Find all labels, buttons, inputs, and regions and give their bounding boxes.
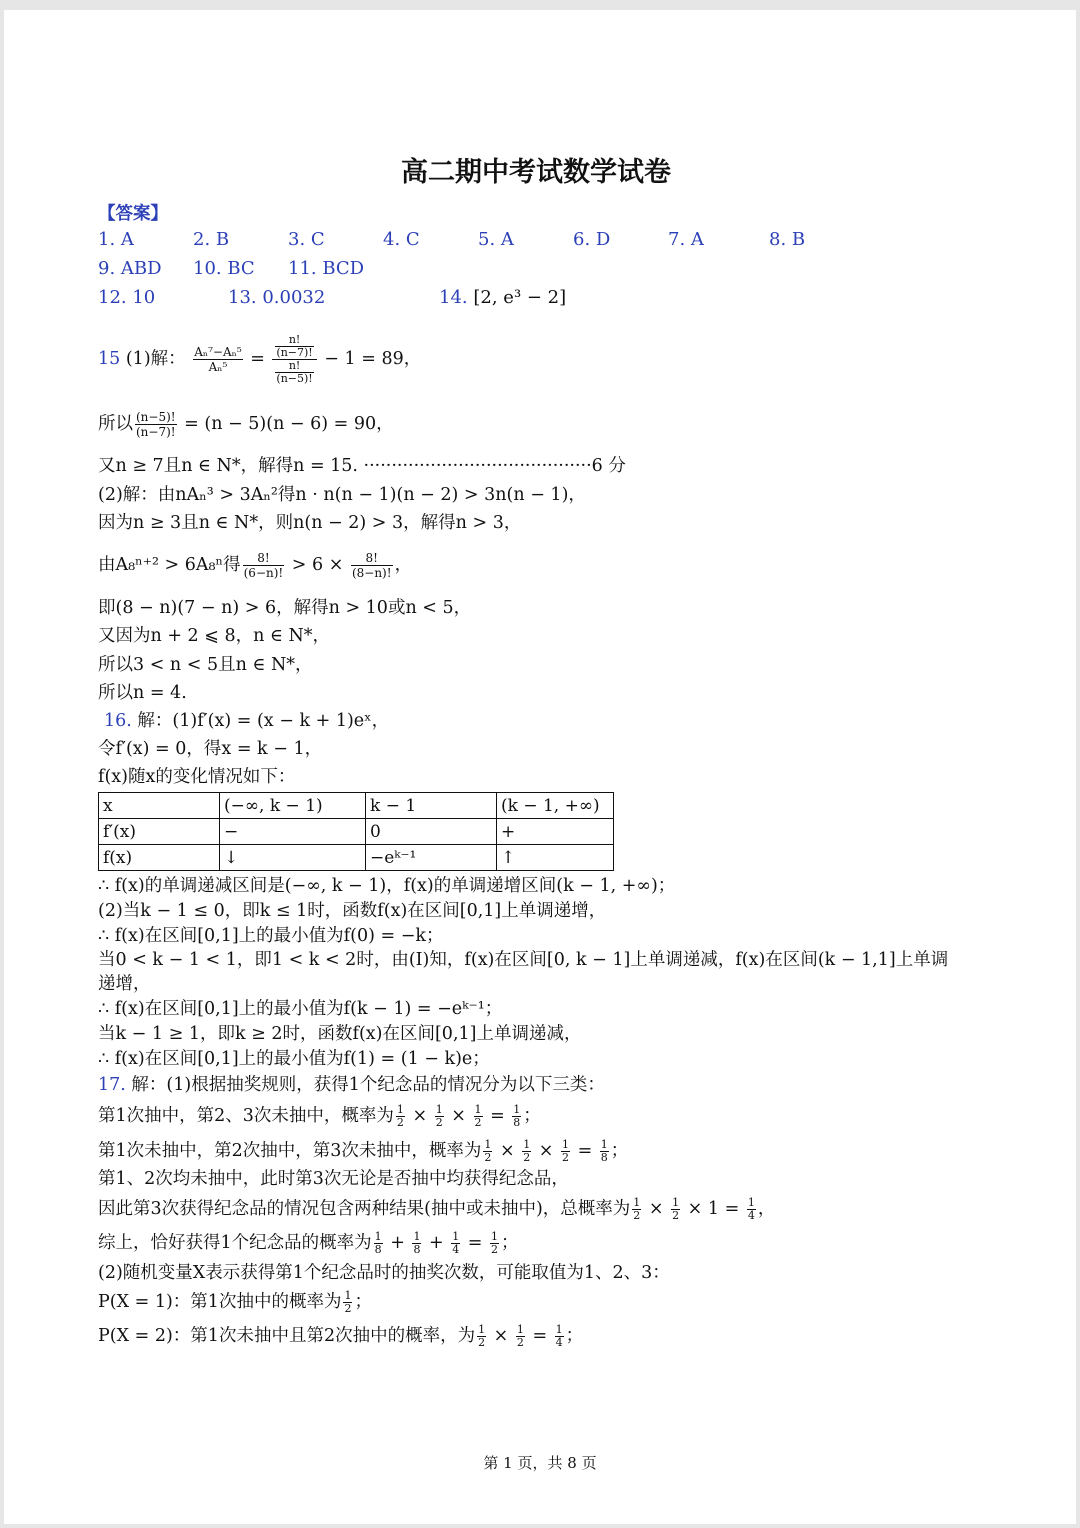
answers-header: 【答案】 [98, 204, 168, 224]
answer-9: 9. ABD [98, 258, 162, 279]
q15-fraction-c: $\frac{(n-5)!}{(n-7)!}$ [136, 410, 176, 439]
answer-4: 4. C [383, 229, 420, 250]
answer-14: 14. [2, e³ − 2] [439, 287, 567, 308]
q15-line-8: 又因为n + 2 ⩽ 8，n ∈ N*， [98, 626, 331, 646]
q15-line-7: 即(8 − n)(7 − n) > 6，解得n > 10或n < 5， [98, 598, 472, 618]
table-cell: ↓ [220, 845, 366, 871]
page-title: 高二期中考试数学试卷 [401, 157, 671, 188]
table-cell: + [497, 819, 614, 845]
q16-line-1: 16. 解：(1)f′(x) = (x − k + 1)eˣ， [104, 711, 390, 731]
q17-line-1: 17. 解：(1)根据抽奖规则，获得1个纪念品的情况分为以下三类： [98, 1075, 605, 1095]
answer-13: 13. 0.0032 [228, 287, 326, 308]
q15-line-3: 又n ≥ 7且n ∈ N*，解得n = 15. ·········································6 分 [98, 456, 626, 476]
table-cell: − [220, 819, 366, 845]
answer-5: 5. A [478, 229, 514, 250]
q16-line-7: 当0 < k − 1 < 1，即1 < k < 2时，由(I)知，f(x)在区间[0, k − 1]上单调递减，f(x)在区间(k − 1,1]上单调 [98, 950, 949, 970]
table-cell: f(x) [99, 845, 220, 871]
q16-line-6: ∴ f(x)在区间[0,1]上的最小值为f(0) = −k； [98, 926, 444, 946]
variation-table [98, 792, 614, 871]
q16-label: 16. [104, 711, 132, 731]
q15-fraction-d: $\frac{8!}{(6-n)!}$ [243, 551, 284, 580]
q17-line-7: (2)随机变量X表示获得第1个纪念品时的抽奖次数，可能取值为1、2、3： [98, 1263, 670, 1283]
q16-line-3: f(x)随x的变化情况如下： [98, 767, 296, 787]
q15-line-6: 由A₈ⁿ⁺² > 6A₈ⁿ得 $\frac{8!}{(6-n)!}$ > 6 × $\frac{8!}{(8-n)!}$ ， [98, 551, 413, 580]
q15-line-2: 所以 $\frac{(n-5)!}{(n-7)!}$ = (n − 5)(n − 6) = 90， [98, 410, 394, 439]
q15-fraction-e: $\frac{8!}{(8-n)!}$ [351, 551, 392, 580]
q15-line-9: 所以3 < n < 5且n ∈ N*， [98, 655, 313, 675]
q17-line-3: 第1次未抽中，第2次抽中，第3次未抽中，概率为 $\frac{1}{2}$ × $\frac{1}{2}$ × $\frac{1}{2}$ = $\frac{1}{8}$ ； [98, 1138, 629, 1164]
answer-12: 12. 10 [98, 287, 156, 308]
q15-line-5: 因为n ≥ 3且n ∈ N*，则n(n − 2) > 3，解得n > 3， [98, 513, 522, 533]
q15-line-10: 所以n = 4. [98, 683, 187, 703]
q16-line-10: 当k − 1 ≥ 1，即k ≥ 2时，函数f(x)在区间[0,1]上单调递减， [98, 1024, 582, 1044]
page-footer: 第 1 页，共 8 页 [483, 1454, 597, 1472]
q17-line-4: 第1、2次均未抽中，此时第3次无论是否抽中均获得纪念品， [98, 1169, 569, 1189]
table-cell: k − 1 [366, 793, 497, 819]
answer-14-value: [2, e³ − 2] [473, 287, 567, 308]
table-cell: f′(x) [99, 819, 220, 845]
table-cell: 0 [366, 819, 497, 845]
q15-fraction-b: $\frac{\frac{n!}{(n-7)!}}{\frac{n!}{(n-5)!}}$ [272, 334, 316, 385]
table-cell: (−∞, k − 1) [220, 793, 366, 819]
q17-line-5: 因此第3次获得纪念品的情况包含两种结果(抽中或未抽中)，总概率为 $\frac{1}{2}$ × $\frac{1}{2}$ × 1 = $\frac{1}{4}$ ， [98, 1196, 776, 1222]
table-cell: −eᵏ⁻¹ [366, 845, 497, 871]
q17-line-9: P(X = 2)：第1次未抽中且第2次抽中的概率，为 $\frac{1}{2}$ × $\frac{1}{2}$ = $\frac{1}{4}$ ； [98, 1323, 584, 1349]
q15-line-1: 15 (1)解： $\frac{\text{Aₙ⁷−Aₙ⁵}}{\text{Aₙ⁵}}$ = $\frac{\frac{n!}{(n-7)!}}{\frac{n!}{(n-5)!}}$ − 1 = 89， [98, 333, 422, 385]
q17-label: 17. [98, 1075, 126, 1095]
q17-line-8: P(X = 1)：第1次抽中的概率为 $\frac{1}{2}$ ； [98, 1289, 372, 1315]
answer-7: 7. A [668, 229, 704, 250]
q15-label: 15 [98, 349, 121, 369]
q16-line-9: ∴ f(x)在区间[0,1]上的最小值为f(k − 1) = −eᵏ⁻¹； [98, 999, 503, 1019]
table-cell: ↑ [497, 845, 614, 871]
table-cell: x [99, 793, 220, 819]
q16-line-4: ∴ f(x)的单调递减区间是(−∞, k − 1)，f(x)的单调递增区间(k − 1, +∞)； [98, 876, 676, 896]
q16-line-2: 令f′(x) = 0，得x = k − 1， [98, 739, 323, 759]
answer-11: 11. BCD [288, 258, 365, 279]
table-row [99, 845, 614, 871]
answer-2: 2. B [193, 229, 230, 250]
answer-8: 8. B [769, 229, 806, 250]
q17-line-2: 第1次抽中，第2、3次未抽中，概率为 $\frac{1}{2}$ × $\frac{1}{2}$ × $\frac{1}{2}$ = $\frac{1}{8}$ ； [98, 1103, 541, 1129]
answer-6: 6. D [573, 229, 611, 250]
q16-line-11: ∴ f(x)在区间[0,1]上的最小值为f(1) = (1 − k)e； [98, 1049, 490, 1069]
q15-line-4: (2)解：由nAₙ³ > 3Aₙ²得n · n(n − 1)(n − 2) > 3n(n − 1)， [98, 485, 586, 505]
answer-3: 3. C [288, 229, 325, 250]
q16-line-8: 递增， [98, 974, 151, 994]
q16-line-5: (2)当k − 1 ≤ 0，即k ≤ 1时，函数f(x)在区间[0,1]上单调递增， [98, 901, 607, 921]
table-row [99, 819, 614, 845]
answer-1: 1. A [98, 229, 134, 250]
table-row [99, 793, 614, 819]
q15-fraction-a: $\frac{\text{Aₙ⁷−Aₙ⁵}}{\text{Aₙ⁵}}$ [194, 345, 242, 374]
answer-10: 10. BC [193, 258, 255, 279]
q17-line-6: 综上，恰好获得1个纪念品的概率为 $\frac{1}{8}$ + $\frac{1}{8}$ + $\frac{1}{4}$ = $\frac{1}{2}$ ； [98, 1230, 519, 1256]
table-cell: (k − 1, +∞) [497, 793, 614, 819]
